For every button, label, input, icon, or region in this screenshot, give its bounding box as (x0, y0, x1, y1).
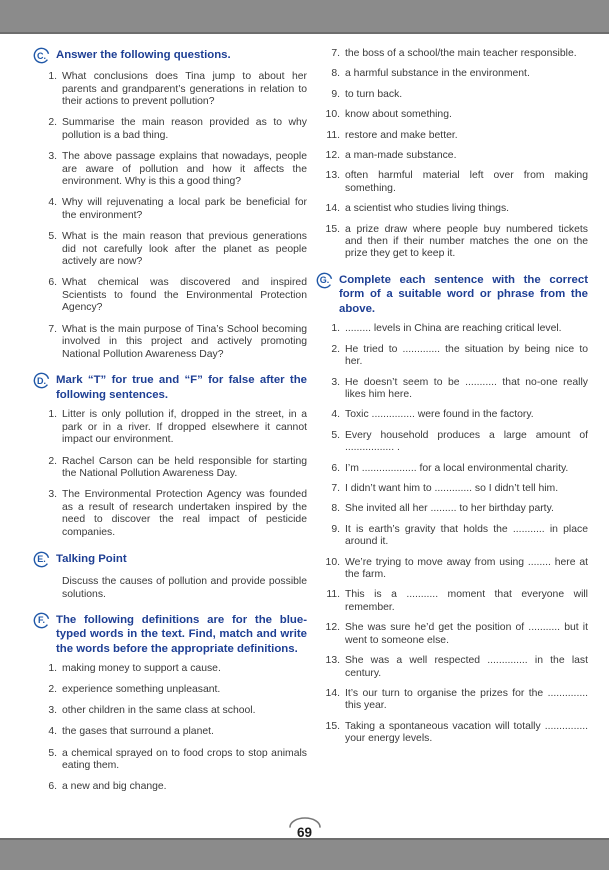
section-letter: D. (37, 375, 46, 386)
item-number: 2. (331, 343, 340, 355)
fill-blank-item (322, 589, 588, 614)
section-f-title: The following definitions are for the blue-typed words in the text. Find, match and write the words before the appropriate definitions. (56, 613, 307, 655)
item-text: I’m ................... for a local environmental charity. (345, 462, 569, 474)
item-text: She was a well respected .............. in the last century. (345, 655, 588, 679)
item-number: 13. (325, 170, 340, 182)
section-f-header (33, 613, 307, 657)
item-text: The above passage explains that nowadays, people are aware of pollution and how it affects the environment. Why is this a good thing? (62, 150, 307, 188)
item-text: a prize draw where people buy numbered tickets and then if their number matches the one on the prize they get to keep it. (345, 223, 588, 260)
section-c-items (33, 71, 307, 361)
question-item (39, 117, 307, 142)
section-g-title: Complete each sentence with the correct form of a suitable word or phrase from the above. (339, 273, 588, 315)
item-text: often harmful material left over from making something. (345, 170, 588, 194)
section-e-letter-icon (33, 551, 50, 568)
fill-blank-item (322, 323, 588, 335)
item-number: 3. (48, 705, 57, 717)
section-letter: E. (37, 554, 46, 565)
item-text: a harmful substance in the environment. (345, 68, 530, 80)
item-number: 3. (48, 489, 57, 501)
item-text: What conclusions does Tina jump to about her parents and grandparent’s generations in relation to their actions to prevent pollution? (62, 71, 307, 108)
item-number: 8. (331, 503, 340, 515)
item-text: a man-made substance. (345, 150, 457, 162)
fill-blank-item (322, 655, 588, 680)
fill-blank-item (322, 377, 588, 402)
item-number: 4. (48, 726, 57, 738)
item-number: 1. (48, 663, 57, 675)
fill-blank-item (322, 483, 588, 495)
fill-blank-item (322, 503, 588, 515)
item-number: 1. (48, 409, 57, 421)
item-text: to turn back. (345, 88, 403, 100)
item-text: This is a ........... moment that everyone will remember. (345, 589, 588, 613)
section-d-letter-icon (33, 372, 50, 389)
definition-item (39, 684, 307, 697)
item-number: 15. (325, 223, 340, 235)
item-number: 2. (48, 684, 57, 696)
item-text: Rachel Carson can be held responsible for starting the National Pollution Awareness Day. (62, 455, 307, 480)
item-text: She was sure he’d get the position of ........... but it went to someone else. (345, 622, 588, 646)
section-c (33, 48, 307, 361)
fill-blank-item (322, 344, 588, 369)
item-text: It is earth’s gravity that holds the ........... in place around it. (345, 523, 588, 548)
item-number: 2. (48, 455, 57, 467)
fill-blank-item (322, 409, 588, 421)
item-number: 4. (331, 409, 340, 421)
item-number: 6. (331, 462, 340, 474)
item-text: What is the main reason that previous generations did not carefully look after the planet as people actively are now? (62, 230, 307, 268)
section-f-letter-icon (33, 612, 50, 629)
item-number: 10. (325, 556, 340, 568)
definition-item (322, 68, 588, 80)
item-number: 14. (325, 203, 340, 215)
page-number (287, 817, 323, 840)
item-number: 15. (325, 720, 340, 732)
item-text: He tried to ............. the situation by being nice to her. (345, 343, 588, 368)
definition-item (39, 781, 307, 794)
definition-item (322, 170, 588, 195)
item-number: 1. (331, 323, 340, 335)
section-d (33, 373, 307, 539)
item-text: Every household produces a large amount of ................. . (345, 429, 588, 454)
definition-item (322, 130, 588, 142)
definition-item (322, 203, 588, 215)
section-d-title: Mark “T” for true and “F” for false after the following sentences. (56, 374, 307, 401)
item-number: 1. (48, 71, 57, 82)
item-text: experience something unpleasant. (62, 684, 221, 696)
fill-blank-item (322, 463, 588, 475)
item-number: 7. (48, 323, 57, 335)
question-item (39, 151, 307, 189)
item-number: 11. (326, 129, 340, 141)
question-item (39, 197, 307, 222)
item-text: the gases that surround a planet. (62, 726, 214, 738)
question-item (39, 231, 307, 269)
fill-blank-item (322, 688, 588, 713)
definition-item (322, 150, 588, 162)
section-g (316, 273, 588, 746)
item-number: 11. (326, 589, 340, 601)
item-text: ......... levels in China are reaching critical level. (345, 323, 562, 335)
item-text: other children in the same class at school. (62, 705, 256, 717)
item-text: a scientist who studies living things. (345, 203, 510, 215)
section-letter: G. (319, 275, 330, 286)
item-number: 13. (325, 655, 340, 667)
item-number: 10. (325, 109, 340, 121)
item-text: know about something. (345, 109, 452, 121)
item-text: He doesn’t seem to be ........... that no-one really likes him here. (345, 376, 588, 400)
item-text: Why will rejuvenating a local park be beneficial for the environment? (62, 197, 307, 221)
section-d-header (33, 373, 307, 402)
definition-item (39, 726, 307, 739)
fill-blank-item (322, 557, 588, 582)
item-text: making money to support a cause. (62, 663, 221, 675)
page-number-text: 69 (296, 824, 313, 840)
true-false-item (39, 456, 307, 481)
definition-item (39, 705, 307, 718)
item-number: 3. (331, 376, 340, 388)
section-c-header (33, 48, 307, 64)
item-number: 12. (325, 150, 340, 162)
item-text: Taking a spontaneous vacation will totally ............... your energy levels. (345, 720, 588, 745)
section-letter: F. (37, 615, 45, 626)
question-item (39, 277, 307, 315)
definition-item (322, 109, 588, 121)
item-number: 5. (48, 747, 57, 759)
section-e-title: Talking Point (56, 552, 127, 565)
section-f-items-right (316, 48, 588, 261)
definition-item (322, 48, 588, 60)
item-text: We’re trying to move away from using ........ here at the farm. (345, 556, 588, 581)
item-text: The Environmental Protection Agency was founded as a result of research undertaken inspired by the need to discover the real impact of pesticide companies. (62, 489, 307, 539)
section-e (33, 552, 307, 601)
item-number: 8. (331, 68, 340, 80)
section-e-header (33, 552, 307, 568)
item-text: a chemical sprayed on to food crops to stop animals eating them. (62, 747, 307, 772)
talking-point-text: Discuss the causes of pollution and provide possible solutions. (62, 575, 307, 600)
top-gray-band (0, 0, 609, 34)
item-text: What is the main purpose of Tina’s School becoming involved in this project and actively promoting National Pollution Awareness Day? (62, 323, 307, 360)
item-number: 3. (48, 150, 57, 162)
section-c-title: Answer the following questions. (56, 49, 231, 61)
item-text: the boss of a school/the main teacher responsible. (345, 48, 577, 59)
item-number: 9. (331, 88, 340, 100)
item-number: 2. (48, 117, 57, 129)
item-text: Litter is only pollution if, dropped in the street, in a park or in a river. If dropped elsewhere it cannot impact our environment. (62, 409, 307, 446)
item-text: Toxic ............... were found in the factory. (345, 409, 534, 421)
fill-blank-item (322, 430, 588, 455)
item-text: restore and make better. (345, 129, 458, 141)
item-text: a new and big change. (62, 781, 167, 793)
item-text: She invited all her ......... to her birthday party. (345, 503, 554, 515)
item-text: I didn’t want him to ............. so I didn’t tell him. (345, 483, 559, 495)
definition-item (322, 224, 588, 261)
item-number: 5. (48, 230, 57, 242)
definition-item (39, 663, 307, 676)
true-false-item (39, 409, 307, 447)
true-false-item (39, 489, 307, 539)
item-number: 9. (331, 523, 340, 535)
question-item (39, 324, 307, 362)
section-g-letter-icon (316, 272, 333, 289)
definition-item (322, 89, 588, 101)
item-number: 7. (331, 483, 340, 495)
item-text: What chemical was discovered and inspired Scientists to found the Environmental Protection Agency? (62, 277, 307, 314)
bottom-gray-band (0, 838, 609, 870)
item-number: 6. (48, 781, 57, 793)
right-column (316, 48, 588, 758)
definition-item (39, 748, 307, 773)
item-number: 5. (331, 429, 340, 441)
item-number: 6. (48, 277, 57, 289)
item-number: 12. (325, 622, 340, 634)
item-number: 14. (325, 687, 340, 699)
fill-blank-item (322, 721, 588, 746)
question-item (39, 71, 307, 109)
section-g-header (316, 273, 588, 317)
section-g-items (316, 323, 588, 745)
fill-blank-item (322, 622, 588, 647)
section-c-letter-icon (33, 47, 50, 64)
left-column (33, 48, 307, 806)
section-f-items-left (33, 663, 307, 794)
section-f (33, 613, 307, 794)
item-number: 4. (48, 197, 57, 209)
item-number: 7. (331, 48, 340, 59)
item-text: Summarise the main reason provided as to why pollution is a bad thing. (62, 117, 307, 141)
section-letter: C. (37, 50, 46, 61)
section-d-items (33, 409, 307, 539)
item-text: It’s our turn to organise the prizes for the .............. this year. (345, 687, 588, 712)
fill-blank-item (322, 524, 588, 549)
